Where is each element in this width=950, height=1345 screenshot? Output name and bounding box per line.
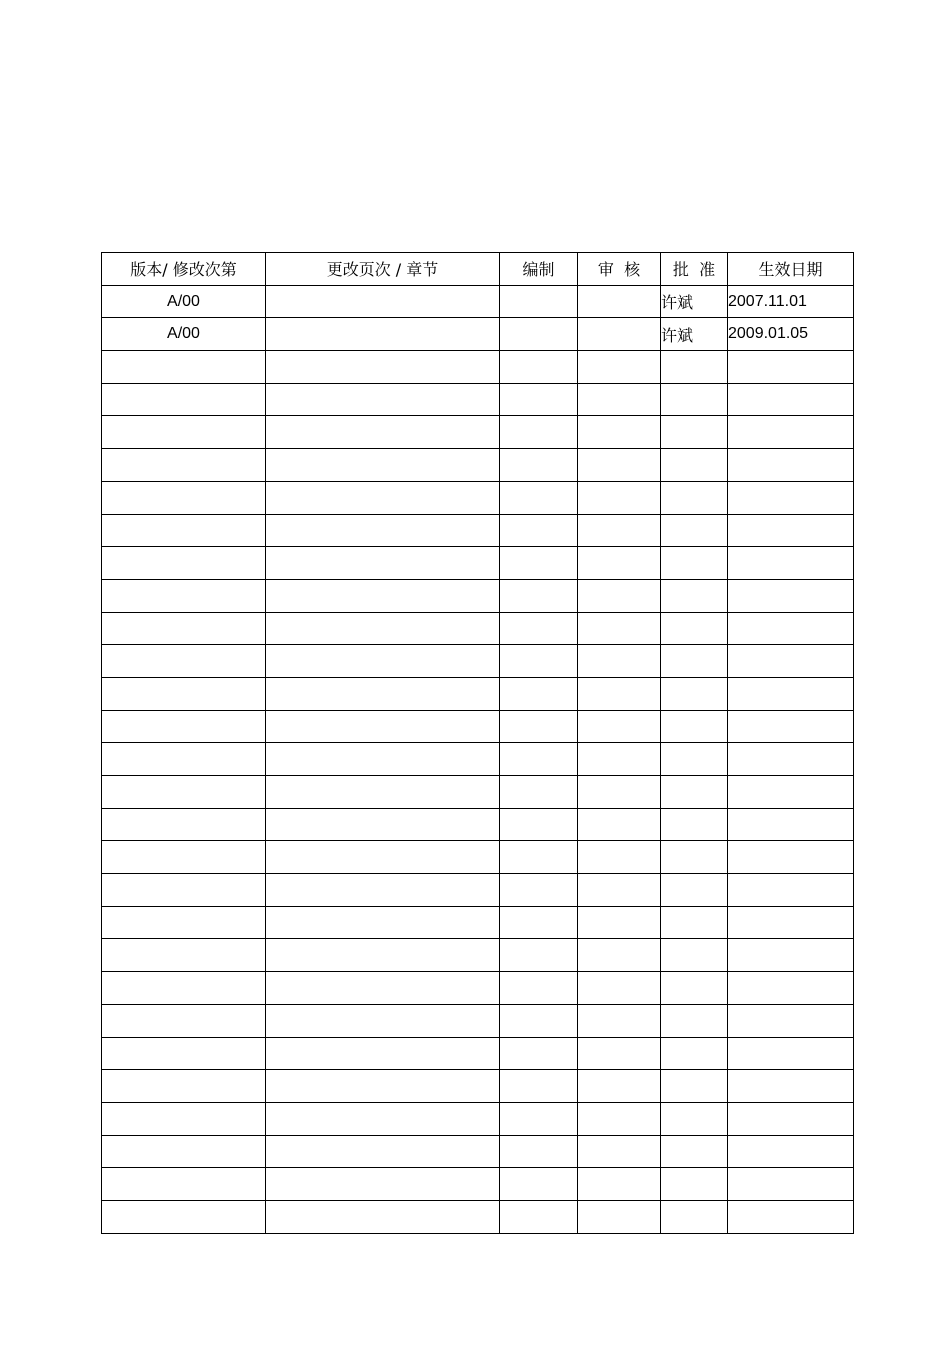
cell-changed-pages xyxy=(266,351,500,384)
cell-prepared-by xyxy=(500,743,578,776)
cell-approved-by xyxy=(661,1004,728,1037)
cell-changed-pages xyxy=(266,1135,500,1168)
cell-changed-pages xyxy=(266,808,500,841)
cell-version xyxy=(102,677,266,710)
cell-version xyxy=(102,514,266,547)
cell-reviewed-by xyxy=(578,1168,661,1201)
cell-reviewed-by xyxy=(578,547,661,580)
cell-changed-pages xyxy=(266,612,500,645)
cell-effective-date xyxy=(728,972,854,1005)
cell-reviewed-by xyxy=(578,383,661,416)
cell-reviewed-by xyxy=(578,579,661,612)
cell-version xyxy=(102,449,266,482)
cell-version xyxy=(102,1070,266,1103)
header-prepared-by: 编制 xyxy=(500,253,578,286)
table-row xyxy=(102,710,854,743)
cell-changed-pages xyxy=(266,677,500,710)
cell-effective-date xyxy=(728,645,854,678)
cell-reviewed-by xyxy=(578,776,661,809)
cell-prepared-by xyxy=(500,547,578,580)
cell-changed-pages xyxy=(266,645,500,678)
cell-prepared-by xyxy=(500,416,578,449)
cell-effective-date: 2009.01.05 xyxy=(728,318,854,351)
cell-approved-by xyxy=(661,645,728,678)
cell-reviewed-by xyxy=(578,645,661,678)
cell-effective-date xyxy=(728,776,854,809)
table-row xyxy=(102,579,854,612)
cell-prepared-by xyxy=(500,677,578,710)
cell-effective-date xyxy=(728,808,854,841)
table-row xyxy=(102,612,854,645)
cell-version xyxy=(102,1004,266,1037)
cell-approved-by xyxy=(661,808,728,841)
cell-changed-pages xyxy=(266,841,500,874)
cell-version xyxy=(102,972,266,1005)
cell-reviewed-by xyxy=(578,351,661,384)
cell-effective-date xyxy=(728,743,854,776)
cell-approved-by xyxy=(661,1037,728,1070)
cell-prepared-by xyxy=(500,1037,578,1070)
table-row xyxy=(102,808,854,841)
cell-version xyxy=(102,1135,266,1168)
cell-reviewed-by xyxy=(578,1070,661,1103)
cell-reviewed-by xyxy=(578,906,661,939)
cell-approved-by xyxy=(661,1168,728,1201)
cell-prepared-by xyxy=(500,1168,578,1201)
cell-effective-date xyxy=(728,1004,854,1037)
cell-reviewed-by xyxy=(578,449,661,482)
cell-reviewed-by xyxy=(578,285,661,318)
cell-changed-pages xyxy=(266,1168,500,1201)
cell-approved-by xyxy=(661,416,728,449)
cell-changed-pages xyxy=(266,1004,500,1037)
cell-changed-pages xyxy=(266,416,500,449)
cell-prepared-by xyxy=(500,841,578,874)
cell-prepared-by xyxy=(500,481,578,514)
cell-reviewed-by xyxy=(578,1200,661,1233)
cell-changed-pages xyxy=(266,874,500,907)
revision-history-table xyxy=(101,252,854,1234)
table-row xyxy=(102,874,854,907)
cell-version xyxy=(102,1102,266,1135)
cell-effective-date xyxy=(728,906,854,939)
cell-prepared-by xyxy=(500,351,578,384)
cell-changed-pages xyxy=(266,743,500,776)
cell-prepared-by xyxy=(500,383,578,416)
cell-reviewed-by xyxy=(578,318,661,351)
table-row xyxy=(102,1102,854,1135)
table-row xyxy=(102,514,854,547)
cell-version xyxy=(102,743,266,776)
cell-version xyxy=(102,612,266,645)
cell-changed-pages xyxy=(266,1037,500,1070)
cell-approved-by xyxy=(661,1135,728,1168)
cell-effective-date xyxy=(728,874,854,907)
cell-version xyxy=(102,906,266,939)
cell-prepared-by xyxy=(500,939,578,972)
cell-effective-date xyxy=(728,481,854,514)
cell-version: A/00 xyxy=(102,318,266,351)
cell-changed-pages xyxy=(266,547,500,580)
cell-approved-by xyxy=(661,547,728,580)
cell-prepared-by xyxy=(500,285,578,318)
cell-prepared-by xyxy=(500,612,578,645)
cell-reviewed-by xyxy=(578,416,661,449)
table-row xyxy=(102,1070,854,1103)
cell-approved-by: 许斌 xyxy=(661,285,728,318)
cell-approved-by xyxy=(661,874,728,907)
cell-approved-by xyxy=(661,776,728,809)
cell-prepared-by xyxy=(500,449,578,482)
cell-changed-pages xyxy=(266,710,500,743)
table-row xyxy=(102,906,854,939)
table-row xyxy=(102,351,854,384)
cell-effective-date: 2007.11.01 xyxy=(728,285,854,318)
cell-reviewed-by xyxy=(578,612,661,645)
cell-approved-by xyxy=(661,612,728,645)
cell-effective-date xyxy=(728,612,854,645)
cell-version xyxy=(102,579,266,612)
table-row xyxy=(102,1168,854,1201)
cell-effective-date xyxy=(728,383,854,416)
cell-changed-pages xyxy=(266,1200,500,1233)
cell-reviewed-by xyxy=(578,1004,661,1037)
cell-reviewed-by xyxy=(578,1102,661,1135)
cell-reviewed-by xyxy=(578,808,661,841)
cell-version xyxy=(102,547,266,580)
cell-effective-date xyxy=(728,710,854,743)
table-row xyxy=(102,449,854,482)
table-row xyxy=(102,318,854,351)
cell-version: A/00 xyxy=(102,285,266,318)
cell-prepared-by xyxy=(500,906,578,939)
header-changed-pages: 更改页次 / 章节 xyxy=(266,253,500,286)
cell-version xyxy=(102,776,266,809)
table-header-row xyxy=(102,253,854,286)
cell-version xyxy=(102,645,266,678)
cell-changed-pages xyxy=(266,318,500,351)
cell-reviewed-by xyxy=(578,1135,661,1168)
table-row xyxy=(102,645,854,678)
cell-version xyxy=(102,874,266,907)
cell-prepared-by xyxy=(500,808,578,841)
cell-approved-by xyxy=(661,514,728,547)
cell-version xyxy=(102,383,266,416)
cell-reviewed-by xyxy=(578,972,661,1005)
header-effective-date: 生效日期 xyxy=(728,253,854,286)
cell-effective-date xyxy=(728,351,854,384)
cell-approved-by xyxy=(661,579,728,612)
table-row xyxy=(102,1004,854,1037)
cell-reviewed-by xyxy=(578,743,661,776)
cell-changed-pages xyxy=(266,449,500,482)
cell-prepared-by xyxy=(500,645,578,678)
cell-reviewed-by xyxy=(578,481,661,514)
table-row xyxy=(102,1037,854,1070)
cell-reviewed-by xyxy=(578,874,661,907)
cell-approved-by xyxy=(661,1200,728,1233)
cell-effective-date xyxy=(728,1102,854,1135)
cell-approved-by xyxy=(661,1102,728,1135)
cell-version xyxy=(102,841,266,874)
cell-approved-by xyxy=(661,906,728,939)
cell-changed-pages xyxy=(266,776,500,809)
table-row xyxy=(102,776,854,809)
cell-reviewed-by xyxy=(578,710,661,743)
cell-approved-by xyxy=(661,743,728,776)
cell-approved-by xyxy=(661,677,728,710)
cell-version xyxy=(102,481,266,514)
cell-approved-by: 许斌 xyxy=(661,318,728,351)
header-reviewed-by: 审 核 xyxy=(578,253,661,286)
cell-approved-by xyxy=(661,481,728,514)
cell-reviewed-by xyxy=(578,677,661,710)
cell-changed-pages xyxy=(266,939,500,972)
cell-changed-pages xyxy=(266,383,500,416)
table-row xyxy=(102,677,854,710)
cell-prepared-by xyxy=(500,1200,578,1233)
cell-changed-pages xyxy=(266,972,500,1005)
cell-prepared-by xyxy=(500,1070,578,1103)
table-row xyxy=(102,547,854,580)
cell-effective-date xyxy=(728,547,854,580)
cell-prepared-by xyxy=(500,579,578,612)
header-version: 版本/ 修改次第 xyxy=(102,253,266,286)
cell-changed-pages xyxy=(266,1070,500,1103)
table-row xyxy=(102,743,854,776)
cell-version xyxy=(102,1200,266,1233)
cell-reviewed-by xyxy=(578,841,661,874)
cell-approved-by xyxy=(661,449,728,482)
cell-effective-date xyxy=(728,449,854,482)
cell-effective-date xyxy=(728,1135,854,1168)
cell-effective-date xyxy=(728,1168,854,1201)
cell-effective-date xyxy=(728,677,854,710)
cell-effective-date xyxy=(728,514,854,547)
cell-prepared-by xyxy=(500,874,578,907)
cell-version xyxy=(102,939,266,972)
cell-version xyxy=(102,416,266,449)
cell-changed-pages xyxy=(266,579,500,612)
table-row xyxy=(102,481,854,514)
cell-changed-pages xyxy=(266,481,500,514)
cell-approved-by xyxy=(661,972,728,1005)
table-row xyxy=(102,841,854,874)
table-row xyxy=(102,1135,854,1168)
cell-changed-pages xyxy=(266,285,500,318)
cell-version xyxy=(102,1168,266,1201)
table-row xyxy=(102,285,854,318)
cell-effective-date xyxy=(728,841,854,874)
cell-effective-date xyxy=(728,1070,854,1103)
cell-changed-pages xyxy=(266,906,500,939)
cell-prepared-by xyxy=(500,318,578,351)
cell-prepared-by xyxy=(500,1004,578,1037)
cell-version xyxy=(102,808,266,841)
cell-approved-by xyxy=(661,841,728,874)
cell-prepared-by xyxy=(500,514,578,547)
cell-effective-date xyxy=(728,1037,854,1070)
table-row xyxy=(102,416,854,449)
cell-version xyxy=(102,1037,266,1070)
cell-effective-date xyxy=(728,1200,854,1233)
cell-prepared-by xyxy=(500,1135,578,1168)
cell-changed-pages xyxy=(266,514,500,547)
cell-prepared-by xyxy=(500,1102,578,1135)
cell-reviewed-by xyxy=(578,939,661,972)
table-row xyxy=(102,383,854,416)
cell-effective-date xyxy=(728,579,854,612)
table-row xyxy=(102,1200,854,1233)
cell-changed-pages xyxy=(266,1102,500,1135)
cell-reviewed-by xyxy=(578,1037,661,1070)
table-row xyxy=(102,972,854,1005)
cell-approved-by xyxy=(661,383,728,416)
table-row xyxy=(102,939,854,972)
cell-approved-by xyxy=(661,710,728,743)
cell-effective-date xyxy=(728,416,854,449)
header-approved-by: 批 准 xyxy=(661,253,728,286)
cell-version xyxy=(102,351,266,384)
cell-prepared-by xyxy=(500,710,578,743)
cell-approved-by xyxy=(661,1070,728,1103)
cell-reviewed-by xyxy=(578,514,661,547)
cell-approved-by xyxy=(661,939,728,972)
cell-approved-by xyxy=(661,351,728,384)
cell-prepared-by xyxy=(500,972,578,1005)
cell-effective-date xyxy=(728,939,854,972)
cell-version xyxy=(102,710,266,743)
cell-prepared-by xyxy=(500,776,578,809)
table-body xyxy=(102,285,854,1233)
